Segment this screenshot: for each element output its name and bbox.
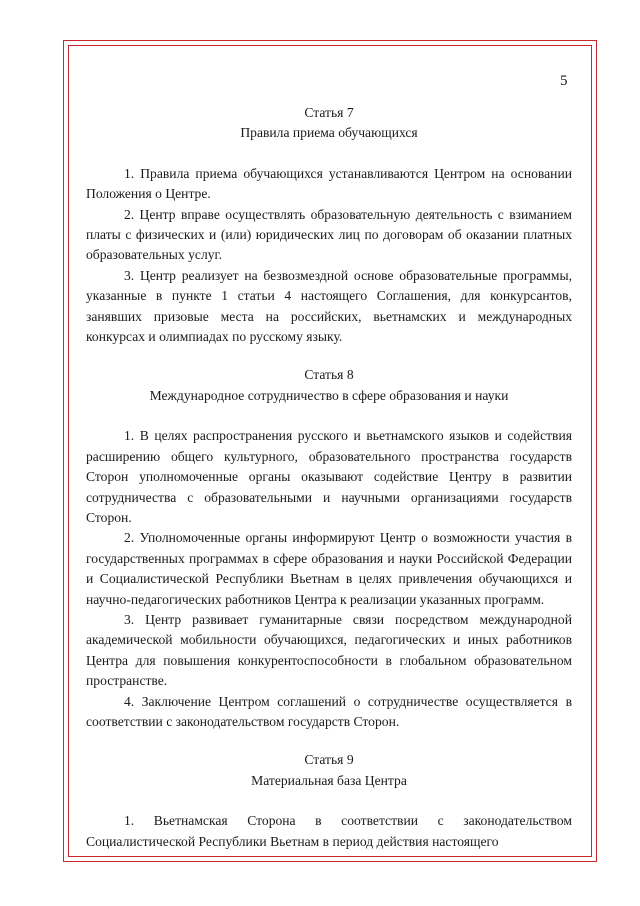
paragraph: 3. Центр развивает гуманитарные связи посредством международной академической мобильности обучающихся, педагогических и иных работников Центра для повышения конкурентоспособности в глобальном образовательном пространстве. — [86, 611, 572, 689]
document-body — [86, 103, 572, 852]
article-title: Правила приема обучающихся — [240, 125, 418, 141]
article-9 — [86, 750, 572, 852]
article-title: Материальная база Центра — [251, 772, 407, 788]
article-8 — [86, 365, 572, 732]
paragraph: 1. Правила приема обучающихся устанавливаются Центром на основании Положения о Центре. — [86, 165, 572, 202]
article-number: Статья 9 — [304, 752, 354, 768]
article-number: Статья 8 — [304, 367, 354, 383]
paragraph: 1. В целях распространения русского и вьетнамского языков и содействия расширению общего культурного, образовательного пространства государств Сторон уполномоченные органы оказывают содействие Центру в развитии сотрудничества с образовательными и научными организациями государств Сторон. — [86, 428, 572, 525]
article-number: Статья 7 — [304, 105, 354, 120]
paragraph: 3. Центр реализует на безвозмездной основе образовательные программы, указанные в пункте 1 статьи 4 настоящего Соглашения, для конкурсантов, занявших призовые места на российских, вьетнамских и международных конкурсах и олимпиадах по русскому языку. — [86, 267, 572, 345]
paragraph: 4. Заключение Центром соглашений о сотрудничестве осуществляется в соответствии с законодательством государств Сторон. — [86, 693, 572, 729]
article-7 — [86, 103, 572, 347]
paragraph: 1. Вьетнамская Сторона в соответствии с законодательством Социалистической Республики Вьетнам в период действия настоящего — [86, 813, 572, 849]
article-title: Международное сотрудничество в сфере образования и науки — [149, 387, 509, 403]
paragraph: 2. Уполномоченные органы информируют Центр о возможности участия в государственных программах в сфере образования и науки Российской Федерации и Социалистической Республики Вьетнам в целях привлечения обучающихся и научно-педагогических работников Центра к реализации указанных программ. — [86, 530, 572, 607]
paragraph: 2. Центр вправе осуществлять образовательную деятельность с взиманием платы с физических и (или) юридических лиц по договорам об оказании платных образовательных услуг. — [86, 206, 572, 263]
page-number: 5 — [560, 73, 568, 89]
